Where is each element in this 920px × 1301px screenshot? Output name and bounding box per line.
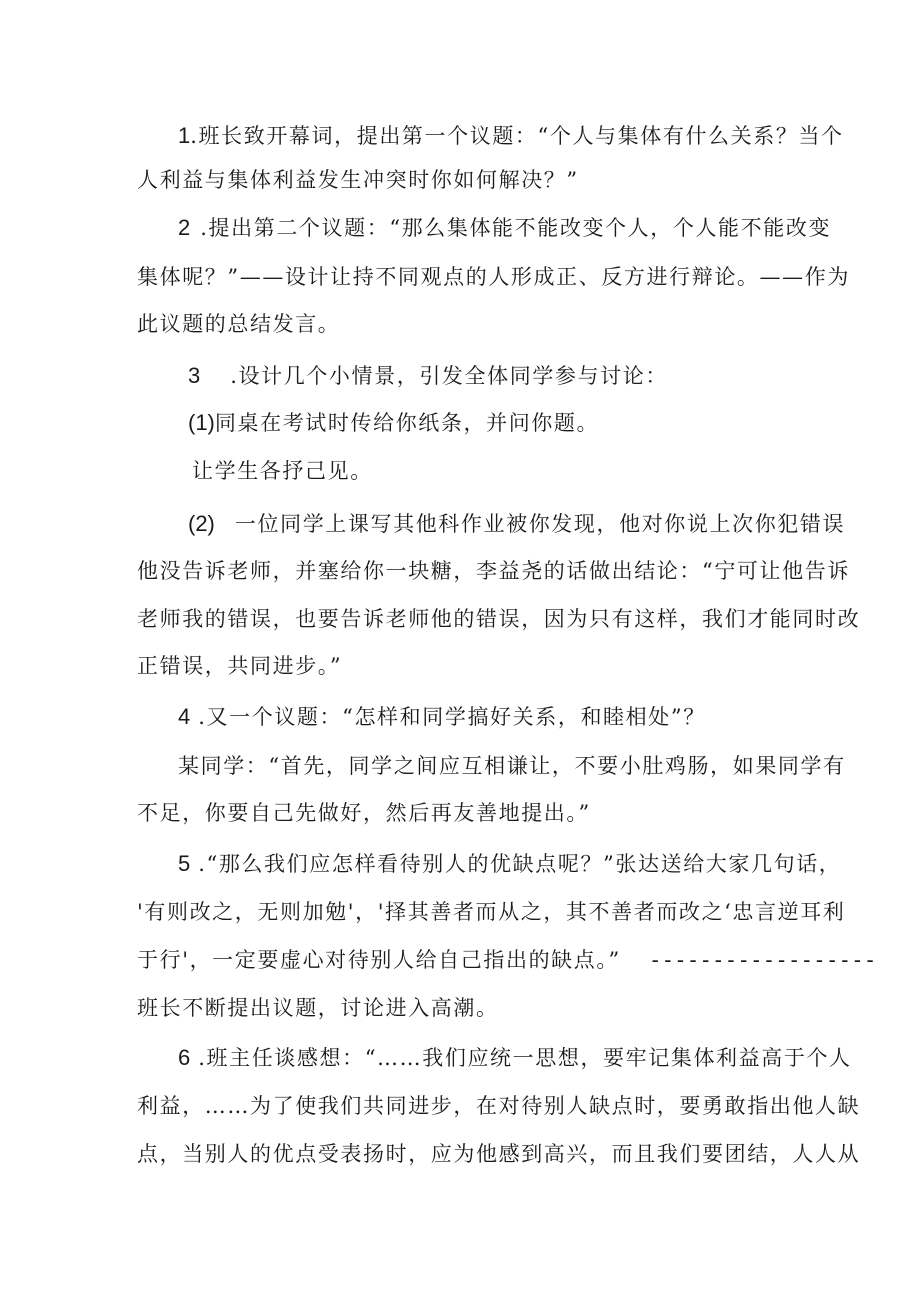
line-text: 老师我的错误，也要告诉老师他的错误，因为只有这样，我们才能同时改 bbox=[137, 607, 861, 631]
paragraph-5-line-1 bbox=[178, 849, 841, 879]
paragraph-2-line-3 bbox=[137, 309, 340, 339]
item-number: (1) bbox=[188, 410, 215, 435]
item-number: 6 bbox=[178, 1045, 191, 1070]
scenario-2-line-1 bbox=[188, 509, 845, 539]
line-text: 点，当别人的优点受表扬时，应为他感到高兴，而且我们要团结，人人从 bbox=[137, 1142, 861, 1166]
paragraph-5-line-2 bbox=[137, 897, 845, 927]
line-text: .“那么我们应怎样看待别人的优缺点呢？”张达送给大家几句话， bbox=[198, 852, 842, 876]
paragraph-4-line-3 bbox=[137, 798, 591, 828]
paragraph-4-line-2 bbox=[178, 751, 846, 781]
line-text: .班长致开幕词，提出第一个议题：“个人与集体有什么关系？当个 bbox=[190, 124, 844, 148]
item-number: (2) bbox=[188, 511, 215, 536]
paragraph-6-line-1 bbox=[178, 1043, 852, 1073]
line-text: '有则改之，无则加勉'，'择其善者而从之，其不善者而改之‘忠言逆耳利 bbox=[137, 900, 846, 924]
item-number: 3 bbox=[188, 363, 201, 388]
line-text: 正错误，共同进步。” bbox=[137, 654, 343, 678]
paragraph-2-line-1 bbox=[178, 213, 831, 243]
line-text: 一位同学上课写其他科作业被你发现，他对你说上次你犯错误 bbox=[234, 512, 846, 536]
item-number: 5 bbox=[178, 851, 191, 876]
line-text: 此议题的总结发言。 bbox=[137, 312, 341, 336]
paragraph-5-line-3 bbox=[137, 945, 876, 975]
line-text: 集体呢？”——设计让持不同观点的人形成正、反方进行辩论。——作为 bbox=[137, 265, 850, 289]
item-number: 1 bbox=[178, 123, 191, 148]
line-text: 班长不断提出议题，讨论进入高潮。 bbox=[137, 996, 499, 1020]
line-text: 某同学：“首先，同学之间应互相谦让，不要小肚鸡肠，如果同学有 bbox=[178, 754, 846, 778]
scenario-1-line-1 bbox=[188, 408, 599, 438]
line-text: 同桌在考试时传给你纸条，并问你题。 bbox=[214, 411, 600, 435]
paragraph-6-line-3 bbox=[137, 1139, 860, 1169]
line-text: 不足，你要自己先做好，然后再友善地提出。” bbox=[137, 801, 591, 825]
scenario-2-line-4 bbox=[137, 651, 342, 681]
line-text: .提出第二个议题：“那么集体能不能改变个人，个人能不能改变 bbox=[200, 216, 832, 240]
scenario-1-line-2 bbox=[192, 456, 373, 486]
line-text: 人利益与集体利益发生冲突时你如何解决？” bbox=[137, 168, 579, 192]
line-text: 让学生各抒己见。 bbox=[192, 459, 373, 483]
line-text: .设计几个小情景，引发全体同学参与讨论： bbox=[230, 364, 668, 388]
line-text: 于行'，一定要虚心对待别人给自己指出的缺点。” bbox=[137, 948, 621, 972]
paragraph-1-line-2 bbox=[137, 165, 579, 195]
line-text: 利益，……为了使我们共同进步，在对待别人缺点时，要勇敢指出他人缺 bbox=[137, 1094, 861, 1118]
paragraph-5-line-4 bbox=[137, 993, 499, 1023]
scenario-2-line-2 bbox=[137, 556, 850, 586]
paragraph-4-line-1 bbox=[178, 702, 706, 732]
item-number: 2 bbox=[178, 215, 191, 240]
scenario-2-line-3 bbox=[137, 604, 860, 634]
paragraph-1-line-1 bbox=[178, 121, 844, 151]
line-text: 他没告诉老师，并塞给你一块糖，李益尧的话做出结论：“宁可让他告诉 bbox=[137, 559, 850, 583]
paragraph-2-line-2 bbox=[137, 262, 850, 292]
paragraph-6-line-2 bbox=[137, 1091, 860, 1121]
line-text: .又一个议题：“怎样和同学搞好关系，和睦相处”？ bbox=[198, 705, 706, 729]
item-number: 4 bbox=[178, 704, 191, 729]
line-text: .班主任谈感想：“……我们应统一思想，要牢记集体利益高于个人 bbox=[198, 1046, 852, 1070]
separator-dashes: ------------------ bbox=[648, 948, 877, 972]
paragraph-3-line-1 bbox=[188, 361, 668, 391]
